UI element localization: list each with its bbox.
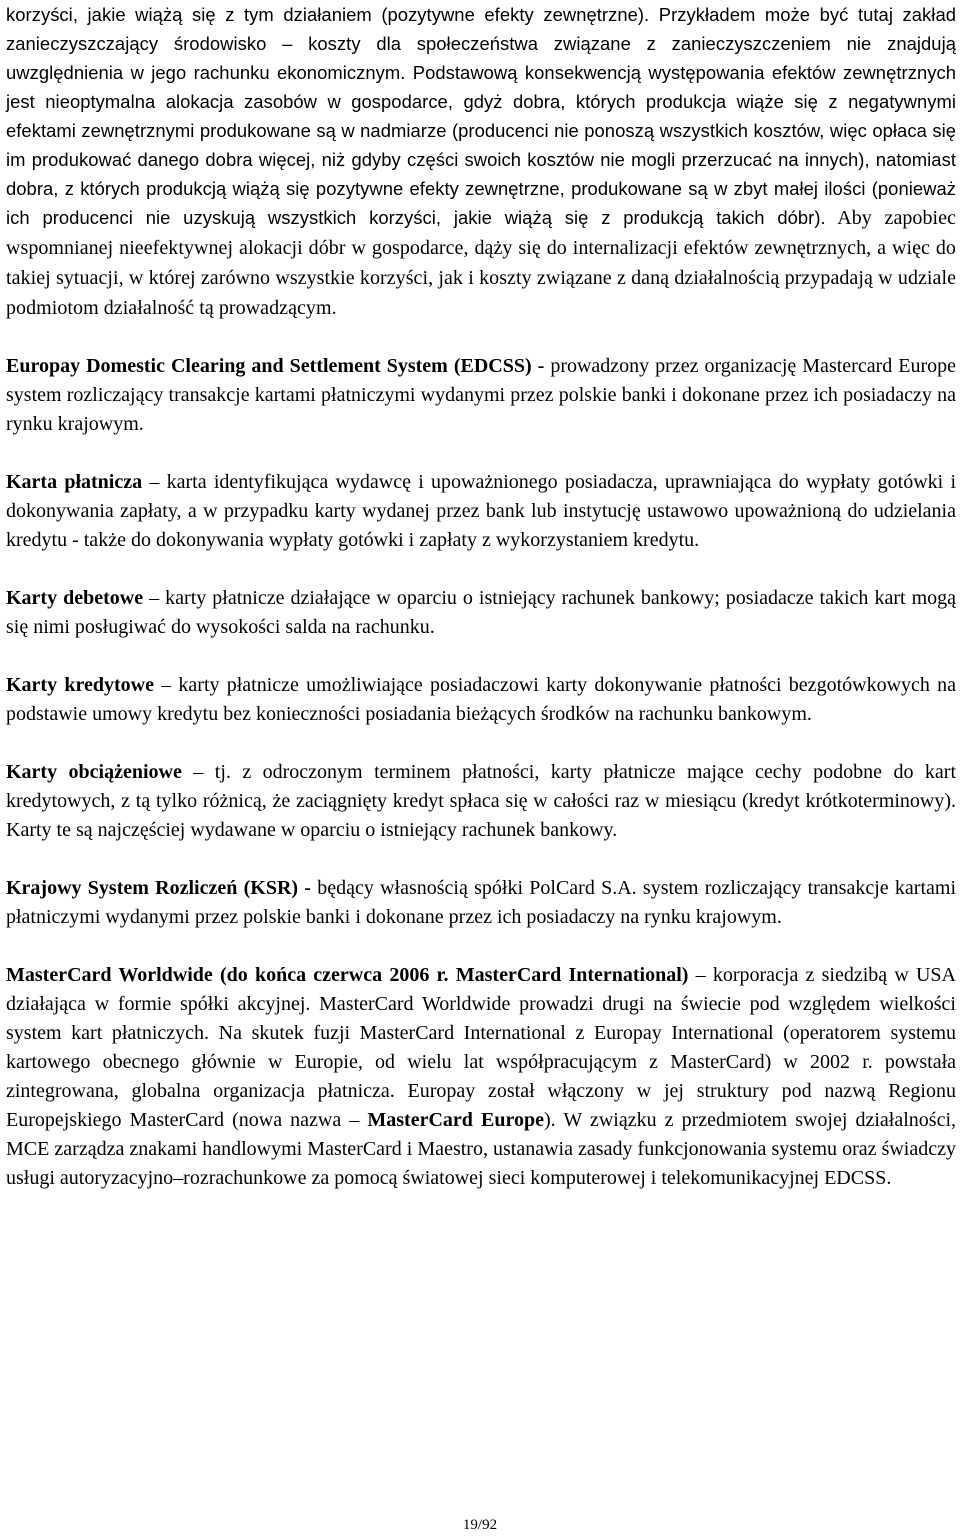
- glossary-entry-mastercard: [6, 961, 956, 1193]
- glossary-definition-part-b: ). W związku z przedmiotem swojej działalności, MCE zarządza znakami handlowymi MasterCard i Maestro, ustanawia zasady funkcjonowania systemu oraz świadczy usługi autoryzacyjno–rozrachunkowe za pomocą światowej sieci komputerowej i telekomunikacyjnej EDCSS.: [6, 1109, 957, 1189]
- glossary-definition: – karty płatnicze działające w oparciu o istniejący rachunek bankowy; posiadacze takich kart mogą się nimi posługiwać do wysokości salda na rachunku.: [6, 587, 957, 638]
- glossary-term: Karty kredytowe: [6, 674, 154, 696]
- glossary-entry-karty-obciazeniowe: [6, 758, 956, 845]
- glossary-definition: – tj. z odroczonym terminem płatności, karty płatnicze mające cechy podobne do kart kredytowych, z tą tylko różnicą, że zaciągnięty kredyt spłaca się w całości raz w miesiącu (kredyt krótkoterminowy). Karty te są najczęściej wydawane w oparciu o istniejący rachunek bankowy.: [6, 761, 956, 841]
- glossary-definition: – karta identyfikująca wydawcę i upoważnionego posiadacza, uprawniająca do wypłaty gotówki i dokonywania zapłaty, a w przypadku karty wydanej przez bank lub instytucję ustawowo upoważnioną do udzielania kredytu - także do dokonywania wypłaty gotówki i zapłaty z wykorzystaniem kredytu.: [6, 471, 956, 551]
- glossary-entry-ksr: [6, 874, 956, 932]
- glossary-definition-part-a: – korporacja z siedzibą w USA działająca w formie spółki akcyjnej. MasterCard Worldwide prowadzi drugi na świecie pod względem wielkości system kart płatniczych. Na skutek fuzji MasterCard International z Europay International (operatorem systemu kartowego obecnego głównie w Europie, od wielu lat współpracującym z MasterCard) w 2002 r. powstała zintegrowana, globalna organizacja płatnicza. Europay został włączony w jej struktury pod nazwą Regionu Europejskiego MasterCard (nowa nazwa –: [6, 964, 956, 1131]
- glossary-entry-edcss: [6, 352, 956, 439]
- glossary-entry-karty-kredytowe: [6, 671, 956, 729]
- intro-paragraph: [6, 0, 956, 323]
- glossary-entry-karta-platnicza: [6, 468, 956, 555]
- glossary-term: Europay Domestic Clearing and Settlement System (EDCSS) -: [6, 355, 545, 377]
- glossary-entry-karty-debetowe: [6, 584, 956, 642]
- intro-serif-text: Aby zapobiec wspomnianej nieefektywnej alokacji dóbr w gospodarce, dąży się do internalizacji efektów zewnętrznych, a więc do takiej sytuacji, w której zarówno wszystkie korzyści, jak i koszty związane z daną działalnością przypadają w udziale podmiotom działalność tą prowadzącym.: [6, 207, 956, 319]
- glossary-definition: – karty płatnicze umożliwiające posiadaczowi karty dokonywanie płatności bezgotówkowych na podstawie umowy kredytu bez konieczności posiadania bieżących środków na rachunku bankowym.: [6, 674, 956, 725]
- intro-sans-text: korzyści, jakie wiążą się z tym działaniem (pozytywne efekty zewnętrzne). Przykładem może być tutaj zakład zanieczyszczający środowisko – koszty dla społeczeństwa związane z zanieczyszczeniem nie znajdują uwzględnienia w jego rachunku ekonomicznym. Podstawową konsekwencją występowania efektów zewnętrznych jest nieoptymalna alokacja zasobów w gospodarce, gdyż dobra, których produkcja wiąże się z negatywnymi efektami zewnętrznymi produkowane są w nadmiarze (producenci nie ponoszą wszystkich kosztów, więc opłaca się im produkować danego dobra więcej, niż gdyby części swoich kosztów nie mogli przerzucać na innych), natomiast dobra, z których produkcją wiążą się pozytywne efekty zewnętrzne, produkowane są w zbyt małej ilości (ponieważ ich producenci nie uzyskują wszystkich korzyści, jakie wiążą się z produkcją takich dóbr).: [6, 4, 956, 228]
- page-number: 19/92: [462, 1517, 498, 1533]
- glossary-term: Karty obciążeniowe: [6, 761, 182, 783]
- glossary-definition: będący własnością spółki PolCard S.A. system rozliczający transakcje kartami płatniczymi wydanymi przez polskie banki i dokonane przez ich posiadaczy na rynku krajowym.: [6, 877, 956, 928]
- glossary-term: Karty debetowe: [6, 587, 144, 609]
- glossary-term: Karta płatnicza: [6, 471, 143, 493]
- glossary-term: MasterCard Worldwide (do końca czerwca 2006 r. MasterCard International): [6, 964, 689, 986]
- glossary-term: Krajowy System Rozliczeń (KSR) -: [6, 877, 311, 899]
- mastercard-europe-name: MasterCard Europe: [367, 1109, 544, 1131]
- document-page: [6, 0, 956, 1193]
- glossary-definition: prowadzony przez organizację Mastercard Europe system rozliczający transakcje kartami płatniczymi wydanymi przez polskie banki i dokonane przez ich posiadaczy na rynku krajowym.: [6, 355, 956, 435]
